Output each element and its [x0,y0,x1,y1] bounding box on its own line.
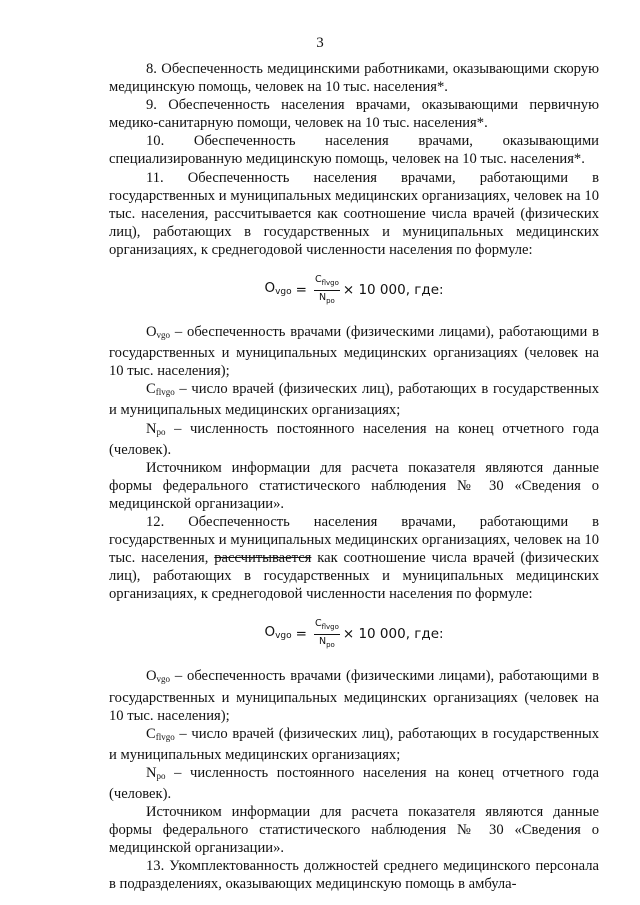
struck-word: рассчитывается [214,550,312,567]
definition-c: $C_{flvgo}$ – число врачей (физических лиц), работающих в государственных и муниципальных медицинских организациях; [109,725,599,763]
page-number: 3 [316,35,324,51]
definition-n: $N_{po}$ – численность постоянного населения на конец отчетного года (человек). [109,764,599,802]
formula-lhs: $O_{vgo}$ [264,624,292,642]
definition-o: $O_{vgo}$ – обеспеченность врачами (физическими лицами), работающими в государственных и муниципальных медицинских организациях (человек на 10 тыс. населения); [109,324,599,380]
document-body [109,60,599,894]
definition-n: $N_{po}$ – численность постоянного населения на конец отчетного года (человек). [109,420,599,458]
item-11: 11. Обеспеченность населения врачами, работающими в государственных и муниципальных медицинских организациях, человек на 10 тыс. населения, рассчитывается как соотношение числа врачей (физических лиц), работающих в государственных и муниципальных медицинских организациях, к среднегодовой численности населения по формуле: [109,169,599,258]
formula-lhs: $O_{vgo}$ [264,279,292,297]
item-13: 13. Укомплектованность должностей среднего медицинского персонала в подразделениях, оказывающих медицинскую помощь в амбула- [109,858,599,893]
formula-rhs: × 10 000, где: [342,281,444,298]
source-note-1: Источником информации для расчета показателя являются данные формы федерального статистического наблюдения № 30 «Сведения о медицинской организации». [109,459,599,512]
source-note-2: Источником информации для расчета показателя являются данные формы федерального статистического наблюдения № 30 «Сведения о медицинской организации». [109,804,599,857]
definition-c: $C_{flvgo}$ – число врачей (физических лиц), работающих в государственных и муниципальных медицинских организациях; [109,381,599,419]
formula-fraction: $\frac{C_{flvgo}}{N_{po}}$ [314,618,339,649]
formula-1: $O_{vgo}$ = $\frac{C_{flvgo}}{N_{po}}$ × 10 000, где: [264,273,444,305]
item-8: 8. Обеспеченность медицинскими работниками, оказывающими скорую медицинскую помощь, человек на 10 тыс. населения*. [109,61,599,96]
item-10: 10. Обеспеченность населения врачами, оказывающими специализированную медицинскую помощь, человек на 10 тыс. населения*. [109,133,599,168]
formula-2: $O_{vgo}$ = $\frac{C_{flvgo}}{N_{po}}$ × 10 000, где: [264,618,444,649]
definition-o: $O_{vgo}$ – обеспеченность врачами (физическими лицами), работающими в государственных и муниципальных медицинских организациях (человек на 10 тыс. населения); [109,668,599,724]
item-9: 9. Обеспеченность населения врачами, оказывающими первичную медико-санитарную помощи, человек на 10 тыс. населения*. [109,97,599,132]
formula-fraction: $\frac{C_{flvgo}}{N_{po}}$ [314,273,339,305]
formula-rhs: × 10 000, где: [342,626,444,643]
item-12: 12. Обеспеченность населения врачами, работающими в государственных и муниципальных медицинских организациях, человек на 10 тыс. населения, рассчитывается как соотношение числа врачей (физических лиц), работающих в государственных и муниципальных медицинских организациях, к среднегодовой численности населения по формуле: [109,513,599,603]
